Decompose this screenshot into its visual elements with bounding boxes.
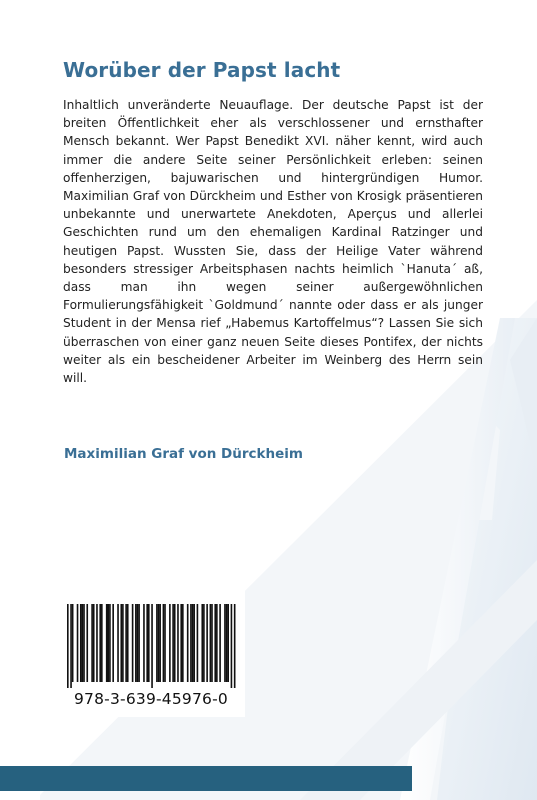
barcode-bar [67,604,69,688]
barcode-bar [127,604,129,682]
barcode-bar [120,604,122,682]
barcode-bar [77,604,79,682]
barcode-bar [197,604,199,682]
barcode-bar [203,604,205,682]
barcode-bar [132,604,134,682]
barcode-bar [135,604,137,682]
barcode-bar [226,604,228,682]
barcode-bar [83,604,85,682]
barcode-bar [219,604,221,682]
author-name: Maximilian Graf von Dürckheim [64,446,303,462]
barcode-bar [112,604,114,682]
barcode-bar [193,604,195,682]
barcode-bar [106,604,108,682]
isbn-number: 978-3-639-45976-0 [74,690,228,708]
barcode-bar [80,604,82,682]
barcode-bar [86,604,88,682]
barcode-bar [159,604,161,682]
barcode-bar [99,604,101,682]
barcode-bar [231,604,233,688]
barcode-bar [216,604,218,682]
barcode-bar [138,604,140,682]
barcode-bar [174,604,176,682]
barcode-bar [125,604,127,682]
barcode-bar [164,604,166,682]
barcode-bar [156,604,158,682]
barcode-bar [214,604,216,682]
barcode-bar [192,604,194,682]
barcode-bar [163,604,165,682]
barcode-bar [96,604,98,682]
barcode-bar [180,604,182,682]
barcode-bar [151,604,153,688]
barcode-bar [182,604,184,682]
barcode-bars [57,590,245,690]
barcode [57,590,245,717]
barcode-bar [210,604,212,682]
barcode-bar [172,604,174,682]
barcode-bar [82,604,84,682]
barcode-bar [234,604,236,688]
barcode-bar [108,604,110,682]
barcode-bar [109,604,111,682]
barcode-bar [148,604,150,682]
barcode-bar [211,604,213,682]
barcode-bar [143,604,145,682]
barcode-bar [93,604,95,682]
bottom-color-band [0,766,412,791]
barcode-bar [187,604,189,682]
barcode-bar [91,604,93,682]
barcode-bar [224,604,226,682]
book-title: Worüber der Papst lacht [63,58,341,82]
barcode-bar [227,604,229,682]
barcode-bar [117,604,119,682]
barcode-bar [146,604,148,682]
book-blurb: Inhaltlich unveränderte Neuauflage. Der deutsche Papst ist der breiten Öffentlichkeit eher als verschlossener und ernsthafter Mensch bekannt. Wer Papst Benedikt XVI. näher kennt, wird auch immer die andere Seite seiner Persönlichkeit erleben: seinen offenherzigen, bajuwarischen und hintergründigen Humor. Maximilian Graf von Dürckheim und Esther von Krosigk präsentieren unbekannte und unerwartete Anekdoten, Aperçus und allerlei Geschichten rund um den ehemaligen Kardinal Ratzinger und heutigen Papst. Wussten Sie, dass der Heilige Vater während besonders stressiger Arbeitsphasen nachts heimlich `Hanuta´ aß, dass man ihn wegen seiner außergewöhnlichen Formulierungsfähigkeit `Goldmund´ nannte oder dass er als junger Student in der Mensa rief „Habemus Kartoffelmus“? Lassen Sie sich überraschen von einer ganz neuen Seite dieses Pontifex, der nichts weiter als ein bescheidener Arbeiter im Weinberg des Herrn sein will. [63,98,483,386]
barcode-bar [70,604,72,688]
barcode-bar [169,604,171,682]
barcode-bar [190,604,192,682]
barcode-bar [201,604,203,682]
barcode-bar [122,604,124,682]
barcode-bar [206,604,208,682]
barcode-bar [177,604,179,682]
barcode-bar [137,604,139,682]
barcode-bar [72,604,74,682]
barcode-bar [101,604,103,682]
barcode-bar [158,604,160,682]
